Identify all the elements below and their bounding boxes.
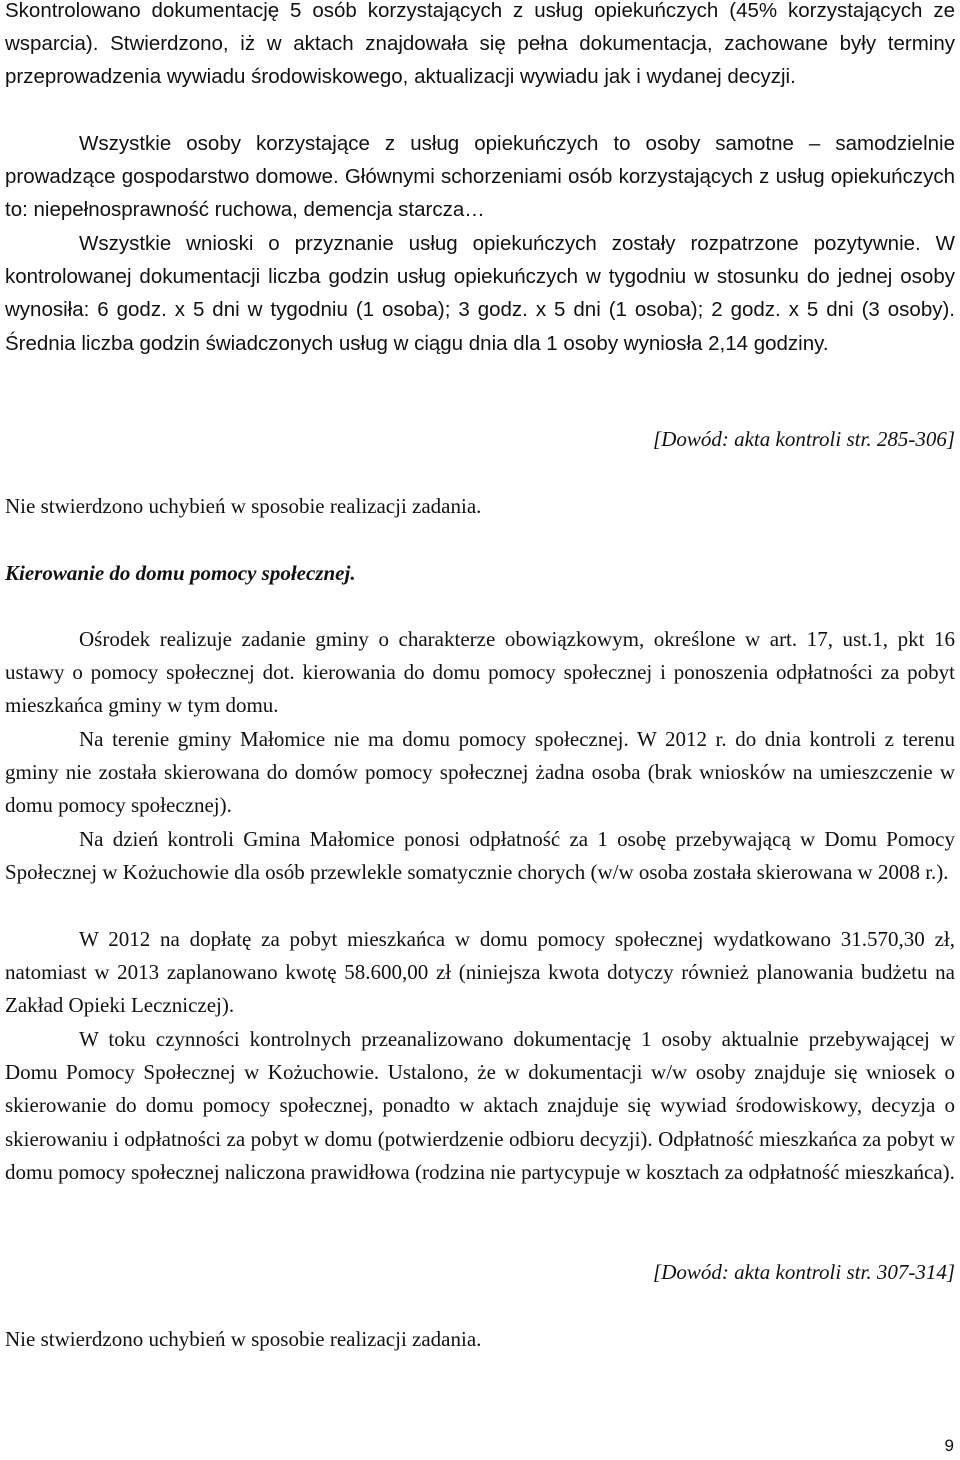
document-page	[5, 0, 955, 1460]
paragraph-care-hours: Wszystkie wnioski o przyznanie usług opiekuńczych zostały rozpatrzone pozytywnie. W kontrolowanej dokumentacji liczba godzin usług opiekuńczych w tygodniu w stosunku do jednej osoby wynosiła: 6 godz. x 5 dni w tygodniu (1 osoba); 3 godz. x 5 dni (1 osoba); 2 godz. x 5 dni (3 osoby). Średnia liczba godzin świadczonych usług w ciągu dnia dla 1 osoby wyniosła 2,14 godziny.	[5, 232, 955, 355]
paragraph-no-care-home: Na terenie gminy Małomice nie ma domu pomocy społecznej. W 2012 r. do dnia kontroli z terenu gminy nie została skierowana do domów pomocy społecznej żadna osoba (brak wniosków na umieszczenie w domu pomocy społecznej).	[5, 727, 955, 818]
paragraph-care-recipients: Wszystkie osoby korzystające z usług opiekuńczych to osoby samotne – samodzielnie prowadzące gospodarstwo domowe. Głównymi schorzeniami osób korzystających z usług opiekuńczych to: niepełnosprawność ruchowa, demencja starcza…	[5, 132, 955, 222]
paragraph-documentation-review: Skontrolowano dokumentację 5 osób korzystających z usług opiekuńczych (45% korzystających ze wsparcia). Stwierdzono, iż w aktach znajdowała się pełna dokumentacja, zachowane były terminy przeprowadzenia wywiadu środowiskowego, aktualizacji wywiadu jak i wydanej decyzji.	[5, 0, 955, 89]
evidence-citation: [Dowód: akta kontroli str. 285-306]	[653, 427, 955, 451]
paragraph-statutory-task: Ośrodek realizuje zadanie gminy o charakterze obowiązkowym, określone w art. 17, ust.1, pkt 16 ustawy o pomocy społecznej dot. kierowania do domu pomocy społecznej i ponoszenia odpłatności za pobyt mieszkańca gminy w tym domu.	[5, 627, 955, 718]
section-heading: Kierowanie do domu pomocy społecznej.	[5, 561, 356, 585]
page-number: 9	[944, 1436, 954, 1455]
paragraph-fee-payment: Na dzień kontroli Gmina Małomice ponosi odpłatność za 1 osobę przebywającą w Domu Pomocy Społecznej w Kożuchowie dla osób przewlekle somatycznie chorych (w/w osoba została skierowana w 2008 r.).	[5, 827, 955, 885]
paragraph-expenditure: W 2012 na dopłatę za pobyt mieszkańca w domu pomocy społecznej wydatkowano 31.570,30 zł, natomiast w 2013 zaplanowano kwotę 58.600,00 zł (niniejsza kwota dotyczy również planowania budżetu na Zakład Opieki Leczniczej).	[5, 927, 955, 1018]
conclusion-no-irregularities: Nie stwierdzono uchybień w sposobie realizacji zadania.	[5, 1327, 482, 1351]
conclusion-no-irregularities: Nie stwierdzono uchybień w sposobie realizacji zadania.	[5, 494, 482, 518]
paragraph-resident-file-review: W toku czynności kontrolnych przeanalizowano dokumentację 1 osoby aktualnie przebywającej w Domu Pomocy Społecznej w Kożuchowie. Ustalono, że w dokumentacji w/w osoby znajduje się wniosek o skierowanie do domu pomocy społecznej, ponadto w aktach znajduje się wywiad środowiskowy, decyzja o skierowaniu i odpłatności za pobyt w domu (potwierdzenie odbioru decyzji). Odpłatność mieszkańca za pobyt w domu pomocy społecznej naliczona prawidłowa (rodzina nie partycypuje w kosztach za odpłatność mieszkańca).	[5, 1027, 955, 1184]
evidence-citation: [Dowód: akta kontroli str. 307-314]	[653, 1260, 955, 1284]
